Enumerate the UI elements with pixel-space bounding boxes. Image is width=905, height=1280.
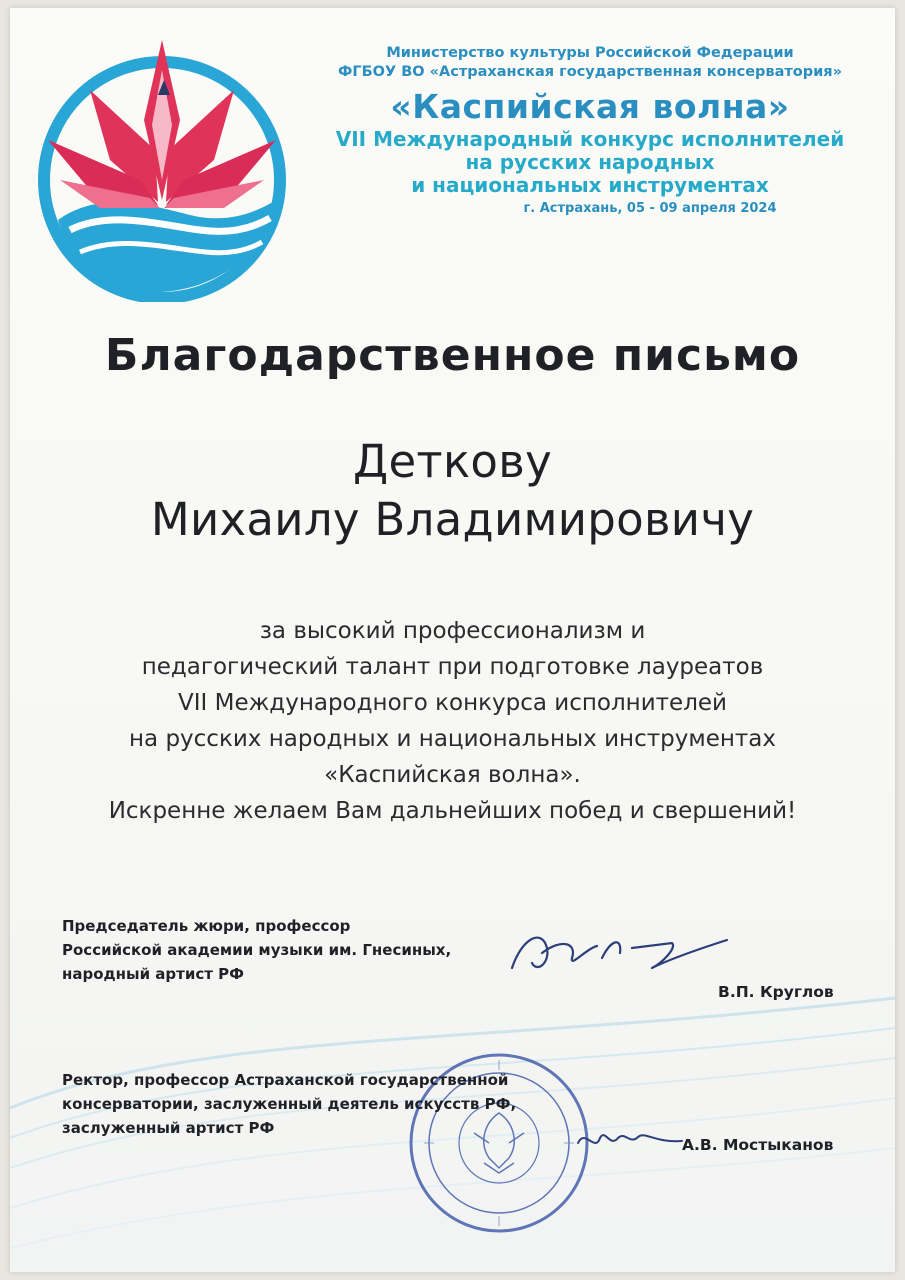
competition-desc-3: и национальных инструментах <box>411 173 769 197</box>
certificate-sheet <box>10 8 895 1272</box>
signatory-1-name: В.П. Круглов <box>718 983 834 1001</box>
body-line: VII Международного конкурса исполнителей <box>177 690 727 716</box>
document-title: Благодарственное письмо <box>104 330 801 381</box>
signatory-1-title <box>62 914 451 986</box>
ministry-line: Министерство культуры Российской Федерации <box>386 45 794 61</box>
signatory-title-line: Председатель жюри, профессор <box>62 917 351 935</box>
body-line: за высокий профессионализм и <box>259 618 646 644</box>
signatory-title-line: народный артист РФ <box>62 965 245 983</box>
body-line: на русских народных и национальных инструментах <box>129 726 776 752</box>
lotus-wave-logo-icon <box>30 30 295 302</box>
signatory-title-line: Российской академии музыки им. Гнесиных, <box>62 941 452 959</box>
signature-1-icon <box>502 918 732 988</box>
competition-desc-1: VII Международный конкурс исполнителей <box>335 127 845 151</box>
signatory-title-line: заслуженный артист РФ <box>62 1119 275 1137</box>
body-line: педагогический талант при подготовке лауреатов <box>141 654 764 680</box>
recipient <box>10 433 895 549</box>
place-date: г. Астрахань, 05 - 09 апреля 2024 <box>523 201 777 216</box>
signatory-title-line: консерватории, заслуженный деятель искусств РФ, <box>62 1095 517 1113</box>
competition-name: «Каспийская волна» <box>390 87 790 126</box>
signatory-title-line: Ректор, профессор Астраханской государственной <box>62 1071 509 1089</box>
header <box>310 44 870 216</box>
body-text <box>10 613 895 829</box>
body-line: Искренне желаем Вам дальнейших побед и свершений! <box>108 798 797 824</box>
signature-2-icon <box>570 1113 690 1163</box>
university-line: ФГБОУ ВО «Астраханская государственная консерватория» <box>338 64 842 80</box>
competition-desc-2: на русских народных <box>465 150 715 174</box>
signatory-2-title <box>62 1068 516 1140</box>
body-line: «Каспийская волна». <box>324 762 581 788</box>
recipient-given-names: Михаилу Владимировичу <box>150 493 755 546</box>
signatory-2-name: А.В. Мостыканов <box>682 1136 834 1154</box>
recipient-surname: Деткову <box>352 435 553 488</box>
